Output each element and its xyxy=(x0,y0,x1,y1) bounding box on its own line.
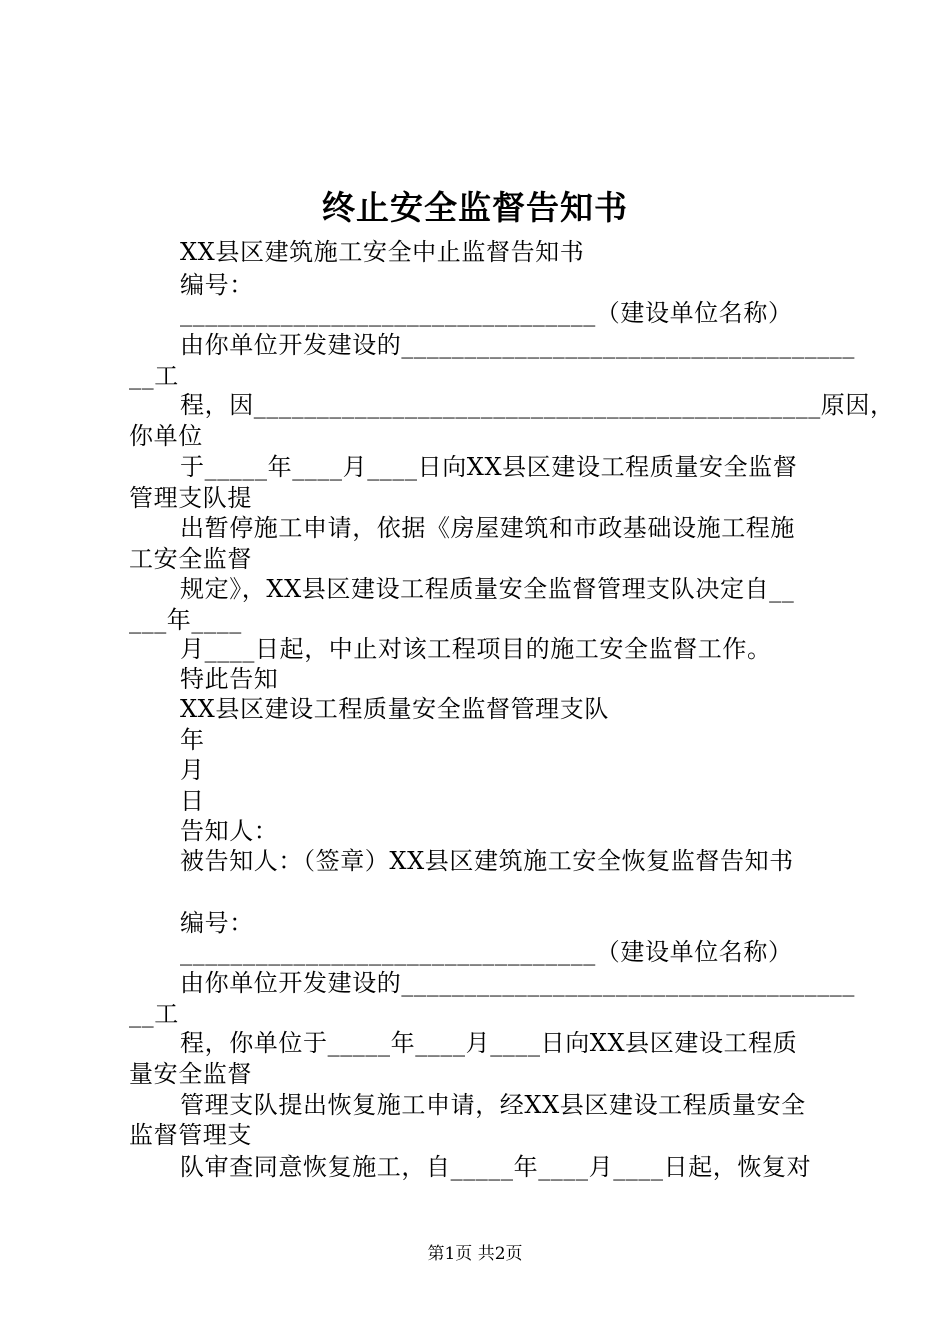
document-title: 终止安全监督告知书 xyxy=(322,188,628,227)
text-line: 告知人： xyxy=(180,817,279,845)
text-line: 出暂停施工申请，依据《房屋建筑和市政基础设施工程施 xyxy=(180,514,795,542)
text-line: 规定》，XX县区建设工程质量安全监督管理支队决定自__ xyxy=(180,575,795,603)
text-line: __工 xyxy=(129,1000,179,1028)
text-line: 年 xyxy=(180,726,205,754)
text-line: 日 xyxy=(180,787,205,815)
text-line: 你单位 xyxy=(129,422,203,450)
text-line: _________________________________（建设单位名称） xyxy=(180,938,793,966)
text-line: 量安全监督 xyxy=(129,1060,252,1088)
text-line: 于_____年____月____日向XX县区建设工程质量安全监督 xyxy=(180,453,798,481)
text-line: _________________________________（建设单位名称） xyxy=(180,299,793,327)
text-line: 由你单位开发建设的____________________________________ xyxy=(180,331,855,359)
text-line: __工 xyxy=(129,362,179,390)
text-line: XX县区建设工程质量安全监督管理支队 xyxy=(180,695,609,723)
text-line: 月____日起，中止对该工程项目的施工安全监督工作。 xyxy=(180,635,772,663)
text-line: 编号： xyxy=(180,909,254,937)
text-line: 队审查同意恢复施工，自_____年____月____日起，恢复对 xyxy=(180,1153,812,1181)
text-line: 工安全监督 xyxy=(129,545,252,573)
text-line: 被告知人：（签章）XX县区建筑施工安全恢复监督告知书 xyxy=(180,847,794,875)
text-line: 编号： xyxy=(180,271,254,299)
text-line: 程，你单位于_____年____月____日向XX县区建设工程质 xyxy=(180,1029,798,1057)
text-line: 由你单位开发建设的____________________________________ xyxy=(180,969,855,997)
text-line: 特此告知 xyxy=(180,665,279,693)
text-line: 监督管理支 xyxy=(129,1121,252,1149)
text-line: XX县区建筑施工安全中止监督告知书 xyxy=(180,238,585,266)
text-line: 管理支队提出恢复施工申请，经XX县区建设工程质量安全 xyxy=(180,1091,806,1119)
text-line: 月 xyxy=(180,756,205,784)
text-line: ___年____ xyxy=(129,606,242,634)
page-number: 第1页 共2页 xyxy=(427,1244,523,1264)
text-line: 程，因_____________________________________________原因， xyxy=(180,391,895,419)
text-line: 管理支队提 xyxy=(129,484,252,512)
